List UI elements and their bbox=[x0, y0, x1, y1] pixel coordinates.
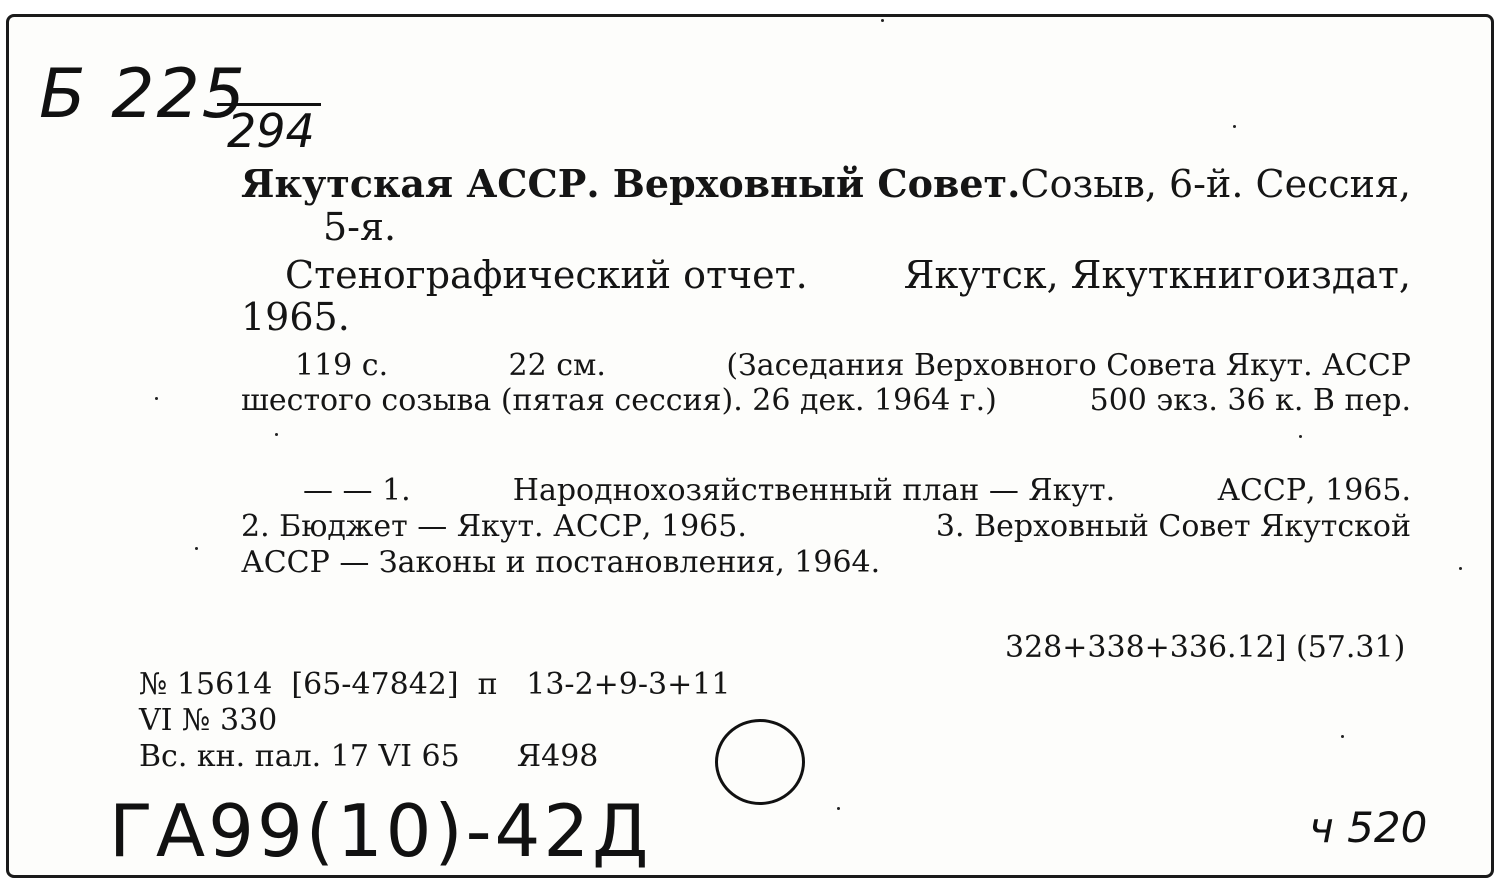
collation-series-cont: шестого созыва (пятая сессия). 26 дек. 1964 г.) bbox=[241, 383, 997, 418]
title-line bbox=[241, 253, 1411, 297]
heading-session: 5-я. bbox=[323, 205, 397, 249]
speck-mark bbox=[155, 397, 158, 400]
circle-icon bbox=[715, 719, 805, 805]
tracing-subject-3: 3. Верховный Совет Якутской bbox=[935, 509, 1411, 544]
call-number-main: Б 225 bbox=[39, 55, 248, 134]
tracing-line-2 bbox=[241, 509, 1411, 545]
speck-mark bbox=[275, 433, 278, 436]
handwritten-bottom-right: ч 520 bbox=[1309, 803, 1428, 852]
tracing-dash: — — 1. bbox=[303, 473, 411, 508]
imprint: Якутск, Якуткнигоиздат, bbox=[903, 253, 1411, 297]
tracing-line-1 bbox=[241, 473, 1411, 509]
heading-author: Якутская АССР. Верховный Совет. bbox=[241, 161, 1021, 206]
speck-mark bbox=[1459, 567, 1462, 570]
collation-cont bbox=[241, 383, 1411, 419]
classification-index: 328+338+336.12] (57.31) bbox=[1005, 630, 1406, 665]
catalog-card bbox=[6, 14, 1494, 878]
speck-mark bbox=[1299, 435, 1302, 438]
tracing-year-1: АССР, 1965. bbox=[1217, 473, 1411, 508]
tracing-subject-1: Народнохозяйственный план — Якут. bbox=[512, 473, 1116, 508]
speck-mark bbox=[1341, 735, 1344, 738]
speck-mark bbox=[881, 19, 884, 22]
collation-line bbox=[241, 349, 1411, 383]
handwritten-bottom-left: ГА99(10)-42Д bbox=[109, 789, 652, 873]
speck-mark bbox=[195, 547, 198, 550]
publisher-info-line-1: № 15614 [65-47842] п 13-2+9-3+11 bbox=[139, 667, 731, 702]
collation-size: 22 см. bbox=[508, 348, 606, 383]
speck-mark bbox=[1233, 125, 1236, 128]
imprint-year: 1965. bbox=[241, 295, 350, 339]
bibliographic-entry bbox=[241, 161, 1411, 581]
collation-copies-price: 500 экз. 36 к. В пер. bbox=[1089, 383, 1411, 418]
tracing-subject-2: 2. Бюджет — Якут. АССР, 1965. bbox=[241, 509, 747, 544]
subject-tracings bbox=[241, 473, 1411, 581]
title-text: Стенографический отчет. bbox=[285, 253, 808, 297]
collation-pages: 119 с. bbox=[295, 348, 389, 383]
heading-convocation: Созыв, 6-й. Сессия, bbox=[1020, 162, 1411, 206]
call-number-sub: 294 bbox=[217, 103, 321, 154]
publisher-info-line-2: VI № 330 bbox=[139, 703, 278, 738]
speck-mark bbox=[837, 807, 840, 810]
publisher-info-line-3: Вс. кн. пал. 17 VI 65 Я498 bbox=[139, 739, 599, 774]
publisher-info bbox=[139, 667, 730, 775]
heading-line bbox=[241, 161, 1411, 207]
tracing-line-3: АССР — Законы и постановления, 1964. bbox=[241, 545, 881, 580]
collation-series: (Заседания Верховного Совета Якут. АССР bbox=[726, 348, 1411, 383]
